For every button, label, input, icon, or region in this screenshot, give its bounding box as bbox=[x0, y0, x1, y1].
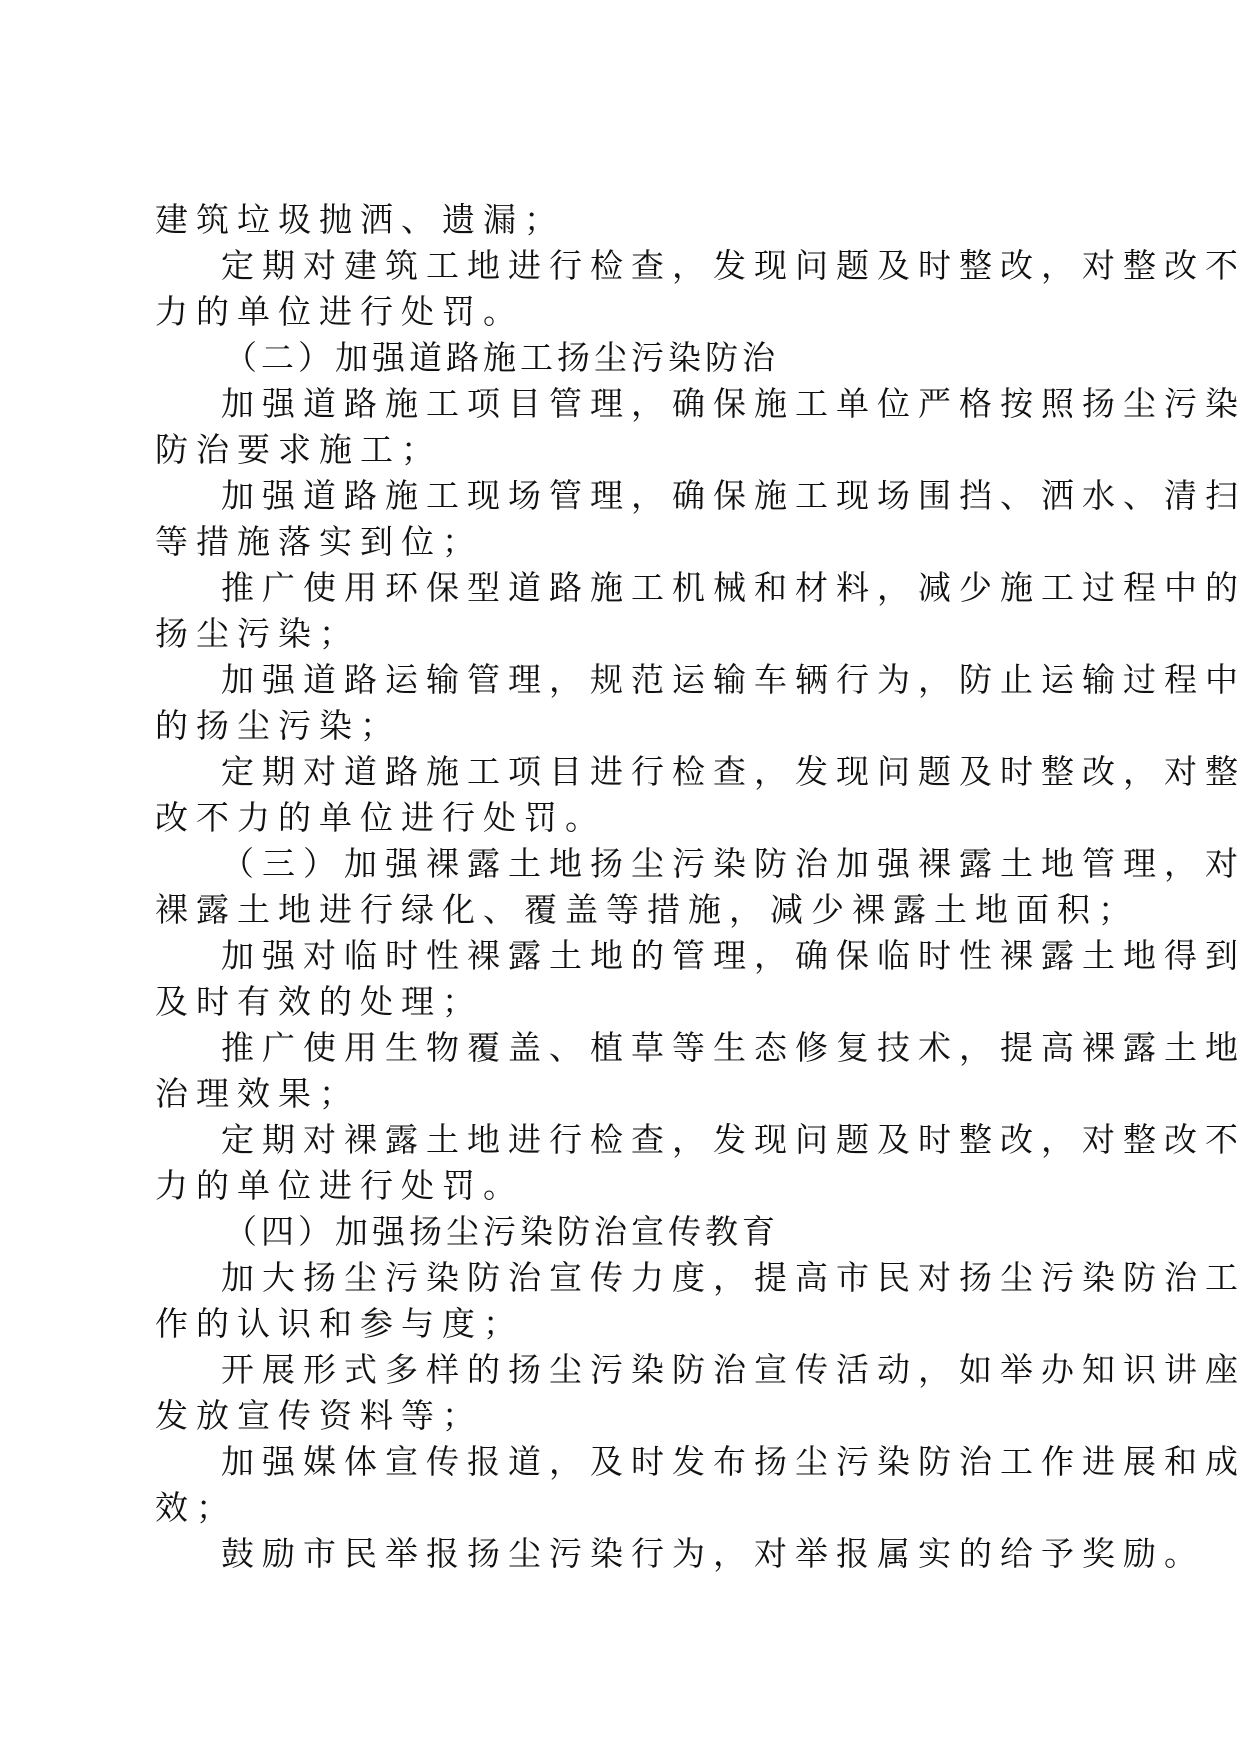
paragraph-line: 建筑垃圾抛洒、遗漏； bbox=[155, 200, 565, 239]
paragraph-line: 发放宣传资料等； bbox=[155, 1396, 483, 1435]
section-heading: （二）加强道路施工扬尘污染防治 bbox=[224, 338, 779, 377]
paragraph-line: 加强道路运输管理，规范运输车辆行为，防止运输过程中 bbox=[221, 660, 1246, 699]
paragraph-line: 定期对道路施工项目进行检查，发现问题及时整改，对整 bbox=[221, 752, 1246, 791]
paragraph-line: 定期对裸露土地进行检查，发现问题及时整改，对整改不 bbox=[221, 1120, 1246, 1159]
paragraph-line: 推广使用生物覆盖、植草等生态修复技术，提高裸露土地 bbox=[221, 1028, 1246, 1067]
paragraph-line: 力的单位进行处罚。 bbox=[155, 1166, 524, 1205]
paragraph-line: 推广使用环保型道路施工机械和材料，减少施工过程中的 bbox=[221, 568, 1246, 607]
paragraph-line: 力的单位进行处罚。 bbox=[155, 292, 524, 331]
paragraph-line: 作的认识和参与度； bbox=[155, 1304, 524, 1343]
paragraph-line: 定期对建筑工地进行检查，发现问题及时整改，对整改不 bbox=[221, 246, 1246, 285]
paragraph-line: 改不力的单位进行处罚。 bbox=[155, 798, 606, 837]
paragraph-line: 鼓励市民举报扬尘污染行为，对举报属实的给予奖励。 bbox=[221, 1534, 1205, 1573]
paragraph-line: 扬尘污染； bbox=[155, 614, 360, 653]
section-heading: （四）加强扬尘污染防治宣传教育 bbox=[224, 1212, 779, 1251]
paragraph-line: 及时有效的处理； bbox=[155, 982, 483, 1021]
paragraph-line: 加强道路施工现场管理，确保施工现场围挡、洒水、清扫 bbox=[221, 476, 1246, 515]
paragraph-line: 开展形式多样的扬尘污染防治宣传活动，如举办知识讲座 bbox=[221, 1350, 1246, 1389]
paragraph-line: 的扬尘污染； bbox=[155, 706, 401, 745]
paragraph-line: 等措施落实到位； bbox=[155, 522, 483, 561]
paragraph-line: 加强对临时性裸露土地的管理，确保临时性裸露土地得到 bbox=[221, 936, 1246, 975]
paragraph-line: 加强道路施工项目管理，确保施工单位严格按照扬尘污染 bbox=[221, 384, 1246, 423]
paragraph-line: 加强媒体宣传报道，及时发布扬尘污染防治工作进展和成 bbox=[221, 1442, 1246, 1481]
paragraph-line: 效； bbox=[155, 1488, 237, 1527]
document-body bbox=[155, 197, 1246, 1577]
paragraph-line: 治理效果； bbox=[155, 1074, 360, 1113]
paragraph-line: 防治要求施工； bbox=[155, 430, 442, 469]
paragraph-line: 裸露土地进行绿化、覆盖等措施，减少裸露土地面积； bbox=[155, 890, 1139, 929]
paragraph-line: 加大扬尘污染防治宣传力度，提高市民对扬尘污染防治工 bbox=[221, 1258, 1246, 1297]
section-heading: （三）加强裸露土地扬尘污染防治加强裸露土地管理，对 bbox=[221, 844, 1246, 883]
